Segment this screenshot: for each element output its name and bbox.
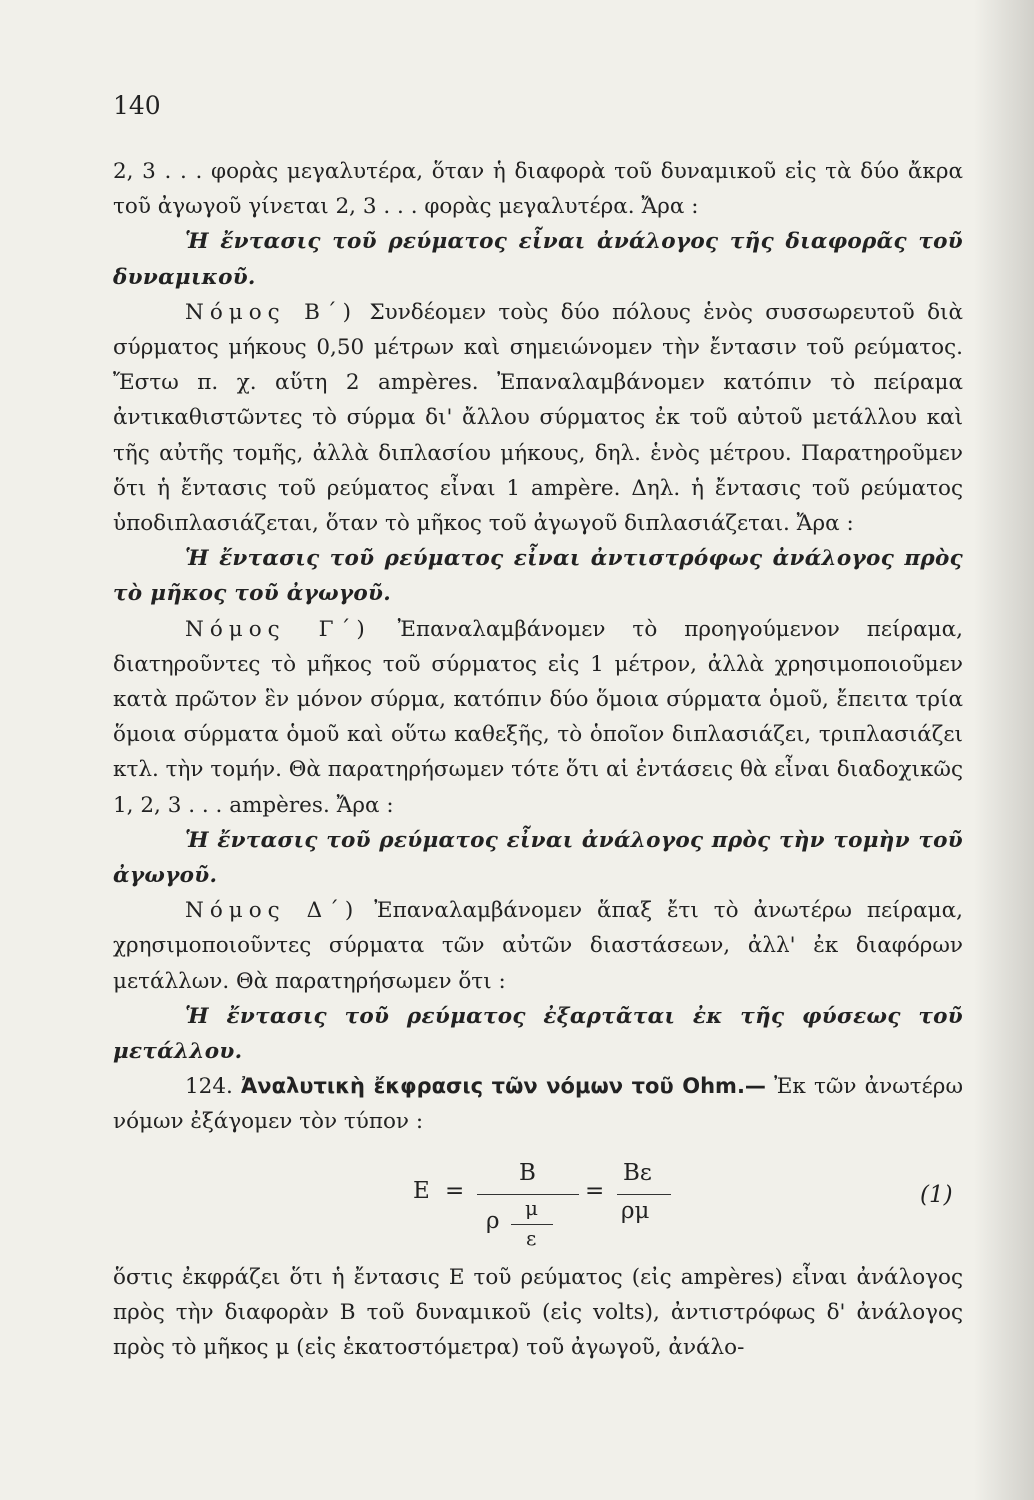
law-b-text: Συνδέομεν τοὺς δύο πόλους ἑνὸς συσσωρευτοῦ διὰ σύρματος μήκους 0,50 μέτρων καὶ σημειώνομεν τὴν ἔντασιν τοῦ ρεύματος. Ἔστω π. χ. αὕτη 2 ampères. Ἐπαναλαμβάνομεν κατόπιν τὸ πείραμα ἀντικαθιστῶντες τὸ σύρμα δι' ἄλλου σύρματος ἐκ τοῦ αὐτοῦ μετάλλου καὶ τῆς αὐτῆς τομῆς, ἀλλὰ διπλασίου μήκους, δηλ. ἑνὸς μέτρου. Παρατηροῦμεν ὅτι ἡ ἔντασις τοῦ ρεύματος εἶναι 1 ampère. Δηλ. ἡ ἔντασις τοῦ ρεύματος ὑποδιπλασιάζεται, ὅταν τὸ μῆκος τοῦ ἀγωγοῦ διπλασιάζεται. Ἄρα : — [113, 299, 963, 537]
law-d-text: Ἐπαναλαμβάνομεν ἅπαξ ἔτι τὸ ἀνωτέρω πείραμα, χρησιμοποιοῦντες σύρματα τῶν αὐτῶν διαστάσεων, ἀλλ' ἐκ διαφόρων μετάλλων. Θὰ παρατηρήσωμεν ὅτι : — [113, 898, 963, 994]
formula-equals-2: = — [585, 1177, 605, 1204]
section-title: Ἀναλυτικὴ ἔκφρασις τῶν νόμων τοῦ Ohm.— — [241, 1074, 766, 1099]
rule-cross-section: Ἡ ἔντασις τοῦ ρεύματος εἶναι ἀνάλογος πρὸς τὴν τομὴν τοῦ ἀγωγοῦ. — [113, 827, 963, 889]
rule-metal-nature: Ἡ ἔντασις τοῦ ρεύματος ἐξαρτᾶται ἐκ τῆς φύσεως τοῦ μετάλλου. — [113, 1003, 963, 1065]
law-d-label: Νόμος Δ΄) — [185, 898, 360, 924]
law-g-label: Νόμος Γ΄) — [185, 616, 371, 642]
formula-denominator-2: ρμ — [621, 1197, 650, 1224]
rule-length: Ἡ ἔντασις τοῦ ρεύματος εἶναι ἀντιστρόφως ἀνάλογος πρὸς τὸ μῆκος τοῦ ἀγωγοῦ. — [113, 546, 963, 607]
rule-potential-difference: Ἡ ἔντασις τοῦ ρεύματος εἶναι ἀνάλογος τῆς διαφορᾶς τοῦ δυναμικοῦ. — [113, 229, 963, 290]
law-b-label: Νόμος Β΄) — [185, 299, 358, 325]
formula-inner-mu: μ — [525, 1195, 538, 1220]
formula-numerator-2: Bε — [623, 1159, 652, 1186]
paragraph-law-g — [113, 612, 963, 823]
formula-label: (1) — [920, 1181, 953, 1208]
formula-lhs: E — [413, 1177, 430, 1204]
formula-numerator-1: B — [519, 1159, 536, 1186]
paragraph-formula-explanation: ὅστις ἐκφράζει ὅτι ἡ ἔντασις E τοῦ ρεύματος (εἰς ampères) εἶναι ἀνάλογος πρὸς τὴν διαφορὰν B τοῦ δυναμικοῦ (εἰς volts), ἀντιστρόφως δ' ἀνάλογος πρὸς τὸ μῆκος μ (εἰς ἑκατοστόμετρα) τοῦ ἀγωγοῦ, ἀνάλο- — [113, 1264, 963, 1361]
paragraph-intro: 2, 3 . . . φορὰς μεγαλυτέρα, ὅταν ἡ διαφορὰ τοῦ δυναμικοῦ εἰς τὰ δύο ἄκρα τοῦ ἀγωγοῦ γίνεται 2, 3 . . . φορὰς μεγαλυτέρα. Ἄρα : — [113, 159, 963, 220]
paragraph-law-d — [113, 893, 963, 999]
law-g-text: Ἐπαναλαμβάνομεν τὸ προηγούμενον πείραμα, διατηροῦντες τὸ μῆκος τοῦ σύρματος εἰς 1 μέτρον, ἀλλὰ χρησιμοποιοῦμεν κατὰ πρῶτον ἓν μόνον σύρμα, κατόπιν δύο ὅμοια σύρματα ὁμοῦ, ἔπειτα τρία ὅμοια σύρματα ὁμοῦ καὶ οὕτω καθεξῆς, τὸ ὁποῖον διπλασιάζει, τριπλασιάζει κτλ. τὴν τομήν. Θὰ παρατηρήσωμεν τότε ὅτι αἱ ἐντάσεις θὰ εἶναι διαδοχικῶς 1, 2, 3 . . . ampères. Ἄρα : — [113, 616, 963, 818]
formula-equals-1: = — [445, 1177, 465, 1204]
ohm-formula — [113, 1148, 963, 1256]
page-number: 140 — [113, 91, 161, 120]
page-body — [113, 154, 963, 1365]
formula-rho: ρ — [486, 1207, 500, 1234]
fraction-bar-2 — [617, 1194, 671, 1196]
section-number: 124. — [185, 1074, 233, 1100]
paragraph-law-b — [113, 295, 963, 541]
formula-inner-epsilon: ε — [526, 1225, 537, 1250]
paragraph-section-124 — [113, 1069, 963, 1139]
section-intro-text: Ἐκ τῶν ἀνωτέρω νόμων ἐξάγομεν τὸν τύπον : — [113, 1074, 963, 1135]
page-edge-shadow — [974, 0, 1034, 1500]
